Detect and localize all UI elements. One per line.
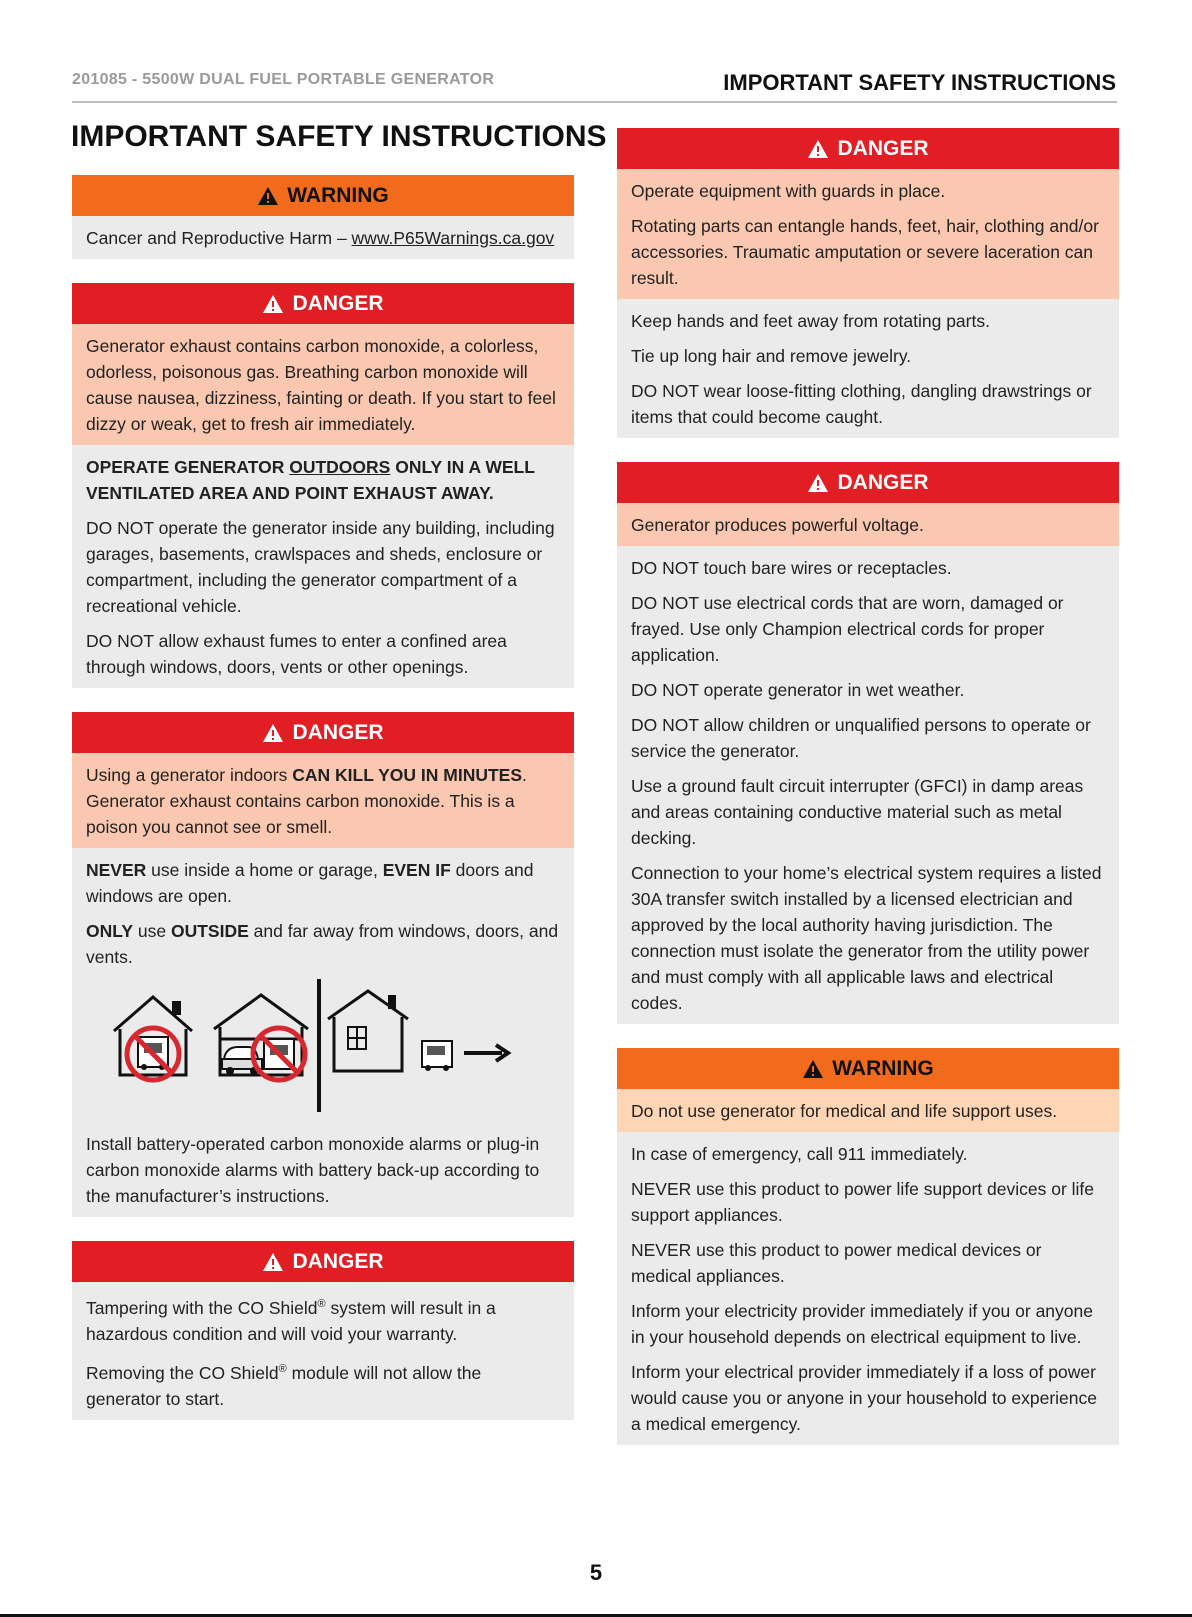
- danger-label: DANGER: [292, 291, 384, 315]
- highlight-text: Do not use generator for medical and life support uses.: [631, 1101, 1058, 1121]
- indoor-kill-bold: CAN KILL YOU IN MINUTES: [292, 765, 523, 785]
- list-item: Connection to your home’s electrical system requires a listed 30A transfer switch installed by a licensed electrician and approved by the local authority having jurisdiction. The connection must isolate the generator from the utility power and must comply with all applicable laws and electrical codes.: [631, 863, 1102, 1013]
- warning-body: [72, 216, 574, 259]
- list-item: Inform your electricity provider immediately if you or anyone in your household depends on electrical equipment to live.: [631, 1301, 1093, 1347]
- danger-label: DANGER: [837, 470, 929, 494]
- tampering-b: system will result in a hazardous condition and will void your warranty.: [86, 1297, 496, 1344]
- danger-header: [72, 712, 574, 753]
- even-if-bold: EVEN IF: [382, 860, 451, 880]
- warning-triangle-icon: [262, 1252, 284, 1272]
- never-bold: NEVER: [86, 860, 147, 880]
- danger-body: [617, 299, 1119, 438]
- indoor-kill-c: . Generator exhaust contains carbon monoxide. This is a poison you cannot see or smell.: [86, 765, 527, 837]
- list-item: DO NOT allow children or unqualified persons to operate or service the generator.: [631, 715, 1091, 761]
- list-item: Keep hands and feet away from rotating parts.: [631, 311, 990, 331]
- removing-b: module will not allow the generator to start.: [86, 1362, 482, 1409]
- only-text-b: and far away from windows, doors, and vents.: [86, 921, 559, 967]
- only-text-a: use: [133, 921, 171, 941]
- removing-text: [86, 1356, 560, 1412]
- list-item: In case of emergency, call 911 immediately.: [631, 1144, 968, 1164]
- danger-header: [617, 128, 1119, 169]
- outside-bold: OUTSIDE: [170, 921, 249, 941]
- list-item: DO NOT operate generator in wet weather.: [631, 680, 965, 700]
- warning-box-medical: [617, 1048, 1119, 1445]
- placement-pictogram: [86, 979, 560, 1129]
- warning-triangle-icon: [257, 186, 279, 206]
- list-item: DO NOT wear loose-fitting clothing, dangling drawstrings or items that could become caught.: [631, 381, 1092, 427]
- outdoors-a: OPERATE GENERATOR: [86, 457, 290, 477]
- danger-body: [617, 546, 1119, 1024]
- warning-label: WARNING: [287, 183, 389, 207]
- danger-label: DANGER: [292, 720, 384, 744]
- tampering-text: [86, 1291, 560, 1347]
- warning-header: [617, 1048, 1119, 1089]
- never-text-a: use inside a home or garage,: [146, 860, 383, 880]
- danger-header: [72, 283, 574, 324]
- danger-label: DANGER: [837, 136, 929, 160]
- page-number: 5: [589, 1560, 603, 1585]
- warning-box-p65: [72, 175, 574, 259]
- outdoors-b: ONLY IN A WELL VENTILATED AREA AND POINT EXHAUST AWAY.: [86, 457, 535, 503]
- list-item: DO NOT touch bare wires or receptacles.: [631, 558, 952, 578]
- left-column: [72, 175, 574, 1444]
- prohibited-icon: [253, 1028, 305, 1080]
- generator-outside-icon: [422, 1041, 452, 1071]
- danger-label: DANGER: [292, 1249, 384, 1273]
- warning-triangle-icon: [262, 294, 284, 314]
- danger-highlight: [72, 324, 574, 445]
- danger-body: [72, 1282, 574, 1420]
- section-title: IMPORTANT SAFETY INSTRUCTIONS: [723, 70, 1116, 95]
- danger-box-voltage: [617, 462, 1119, 1024]
- danger-highlight: [617, 169, 1119, 299]
- warning-triangle-icon: [262, 723, 284, 743]
- registered-mark: ®: [317, 1298, 326, 1310]
- warning-triangle-icon: [807, 139, 829, 159]
- highlight-text: Operate equipment with guards in place.: [631, 181, 946, 201]
- warning-highlight: [617, 1089, 1119, 1132]
- list-item: DO NOT use electrical cords that are worn, damaged or frayed. Use only Champion electrical cords for proper application.: [631, 593, 1064, 665]
- warning-body: [617, 1132, 1119, 1445]
- danger-body: [72, 445, 574, 688]
- danger-header: [72, 1241, 574, 1282]
- list-item: Use a ground fault circuit interrupter (GFCI) in damp areas and areas containing conductive material such as metal decking.: [631, 776, 1084, 848]
- danger-box-exhaust: [72, 283, 574, 688]
- house-icon: [328, 991, 408, 1071]
- danger-box-indoors: [72, 712, 574, 1217]
- danger-box-co-shield: [72, 1241, 574, 1420]
- danger-highlight: [617, 503, 1119, 546]
- never-text-b: doors and windows are open.: [86, 860, 534, 906]
- list-item: NEVER use this product to power life support devices or life support appliances.: [631, 1179, 1094, 1225]
- warning-triangle-icon: [807, 473, 829, 493]
- danger-box-rotating: [617, 128, 1119, 438]
- document-id: 201085 - 5500W DUAL FUEL PORTABLE GENERATOR: [72, 71, 495, 88]
- p65-link[interactable]: www.P65Warnings.ca.gov: [351, 228, 555, 248]
- never-indoors-text: [86, 857, 560, 909]
- prohibited-icon: [127, 1028, 179, 1080]
- danger-header: [617, 462, 1119, 503]
- registered-mark: ®: [278, 1362, 287, 1375]
- tampering-a: Tampering with the CO Shield: [86, 1297, 318, 1318]
- list-item: NEVER use this product to power medical devices or medical appliances.: [631, 1240, 1042, 1286]
- p65-text: [86, 225, 560, 251]
- removing-a: Removing the CO Shield: [86, 1362, 279, 1383]
- generator-placement-illustration: [86, 979, 560, 1129]
- right-column: [617, 128, 1119, 1469]
- indoor-kill-text: [86, 762, 560, 840]
- danger-highlight: [72, 753, 574, 848]
- indoor-building-text: DO NOT operate the generator inside any building, including garages, basements, crawlspaces and sheds, enclosure or compartment, including the generator compartment of a recreational vehicle.: [86, 518, 555, 616]
- outdoors-instruction: [86, 454, 560, 506]
- list-item: Inform your electrical provider immediately if a loss of power would cause you or anyone in your household to experience a medical emergency.: [631, 1362, 1098, 1434]
- warning-header: [72, 175, 574, 216]
- indoor-kill-a: Using a generator indoors: [86, 765, 293, 785]
- co-alarm-text: Install battery-operated carbon monoxide alarms or plug-in carbon monoxide alarms with battery back-up according to the manufacturer’s instructions.: [86, 1134, 540, 1206]
- danger-body: [72, 848, 574, 1217]
- only-outside-text: [86, 918, 560, 970]
- exhaust-fumes-text: DO NOT allow exhaust fumes to enter a confined area through windows, doors, vents or other openings.: [86, 631, 507, 677]
- highlight-text: Rotating parts can entangle hands, feet, hair, clothing and/or accessories. Traumatic amputation or severe laceration can result.: [631, 216, 1099, 288]
- list-item: Tie up long hair and remove jewelry.: [631, 346, 912, 366]
- warning-triangle-icon: [802, 1059, 824, 1079]
- page-title: IMPORTANT SAFETY INSTRUCTIONS: [71, 120, 607, 153]
- p65-label: Cancer and Reproductive Harm –: [86, 228, 352, 248]
- only-bold: ONLY: [86, 921, 134, 941]
- highlight-text: Generator produces powerful voltage.: [631, 515, 924, 535]
- outdoors-underlined: OUTDOORS: [289, 457, 391, 477]
- header-divider: [72, 101, 1117, 103]
- arrow-right-icon: [464, 1045, 508, 1061]
- warning-label: WARNING: [832, 1056, 934, 1080]
- exhaust-warning-text: Generator exhaust contains carbon monoxide, a colorless, odorless, poisonous gas. Breathing carbon monoxide will cause nausea, dizziness, fainting or death. If you start to feel dizzy or weak, get to fresh air immediately.: [86, 336, 556, 434]
